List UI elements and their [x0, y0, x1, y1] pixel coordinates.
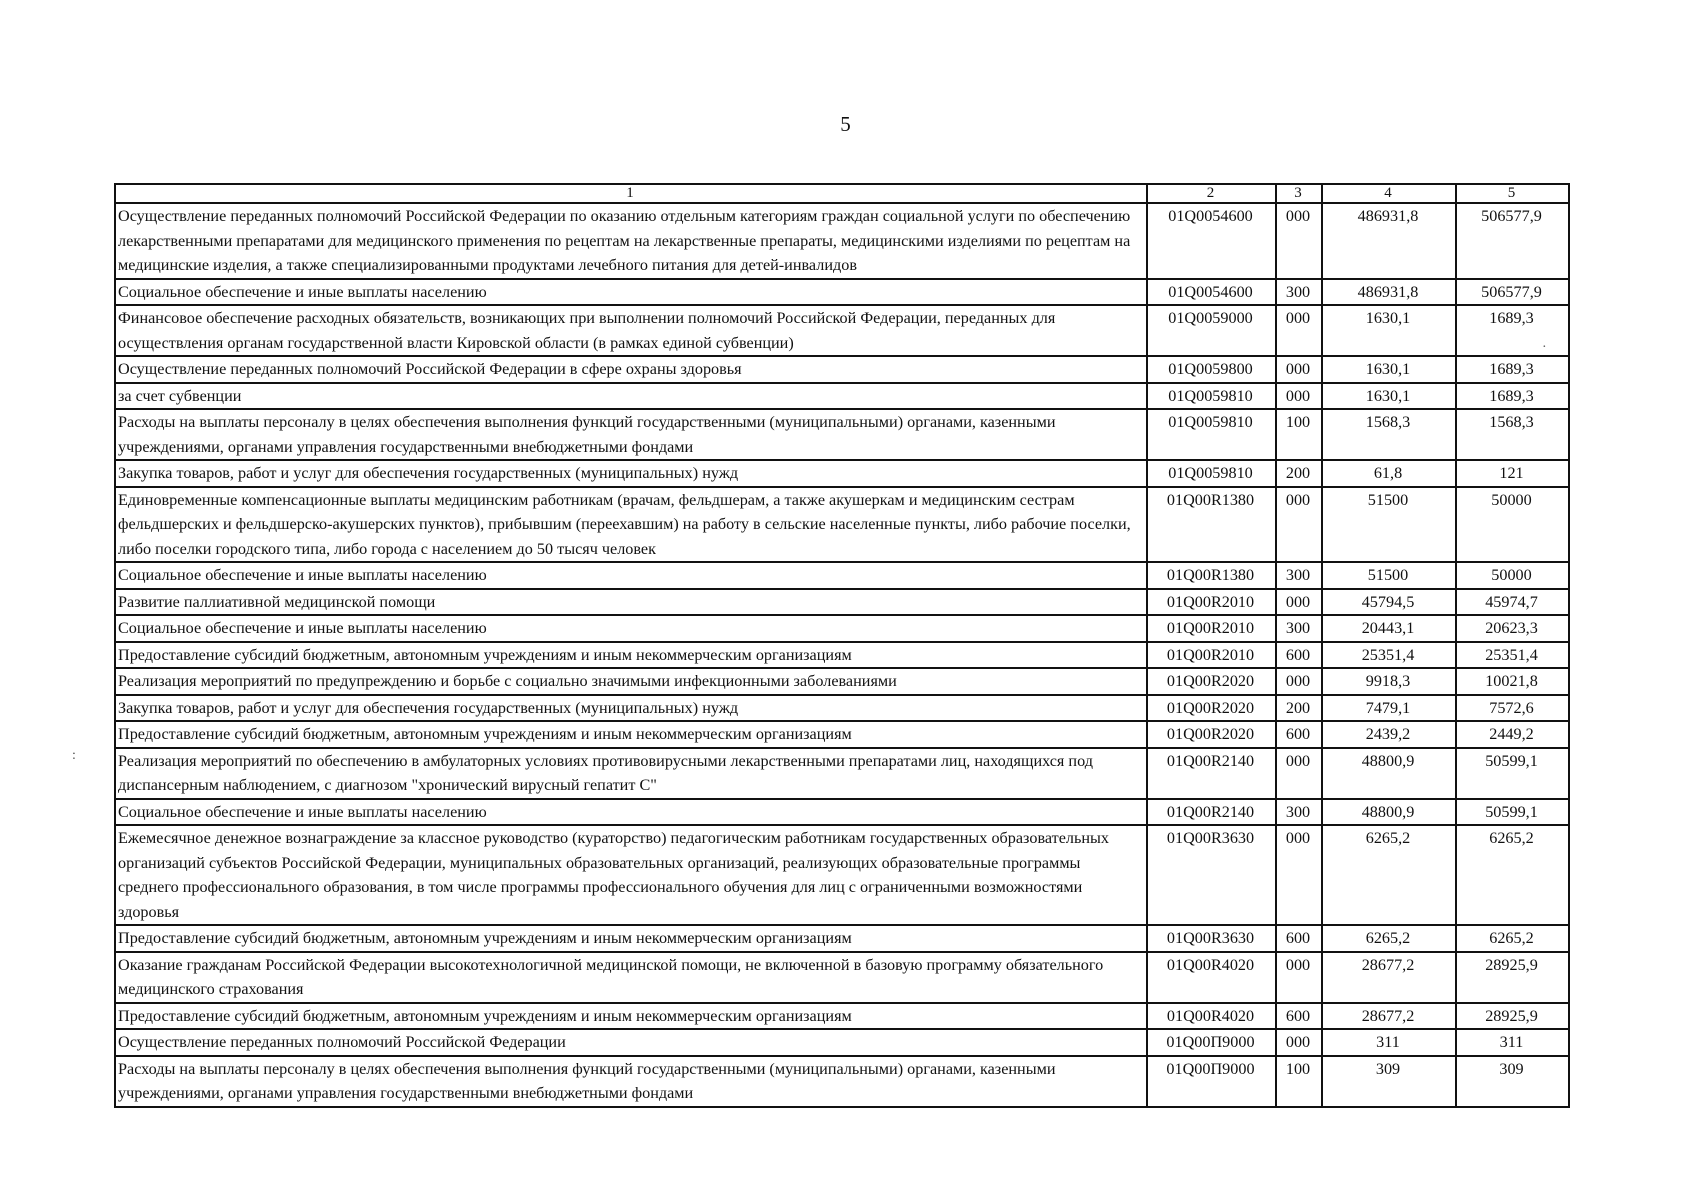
row-value-5: 1568,3	[1456, 409, 1569, 460]
row-code: 01Q00R4020	[1147, 1003, 1276, 1030]
table-row	[115, 1003, 1569, 1030]
table-row	[115, 615, 1569, 642]
row-value-5: 1689,3	[1456, 356, 1569, 383]
row-name: Финансовое обеспечение расходных обязательств, возникающих при выполнении полномочий Российской Федерации, переданных для осуществления органам государственной власти Кировской области (в рамках единой субвенции)	[115, 305, 1147, 356]
row-code: 01Q00R2020	[1147, 668, 1276, 695]
row-type: 000	[1276, 668, 1322, 695]
table-row	[115, 279, 1569, 306]
row-type: 100	[1276, 409, 1322, 460]
row-code: 01Q00R2140	[1147, 748, 1276, 799]
row-code: 01Q0059810	[1147, 409, 1276, 460]
row-value-4: 9918,3	[1322, 668, 1456, 695]
row-type: 300	[1276, 562, 1322, 589]
row-value-5: 309	[1456, 1056, 1569, 1107]
row-type: 000	[1276, 383, 1322, 410]
row-name: Ежемесячное денежное вознаграждение за классное руководство (кураторство) педагогическим работникам государственных образовательных организаций субъектов Российской Федерации, муниципальных образовательных организаций, реализующих образовательные программы среднего профессионального образования, в том числе программы профессионального обучения для лиц с ограниченными возможностями здоровья	[115, 825, 1147, 925]
budget-table	[114, 183, 1570, 1108]
row-value-5: 50000	[1456, 487, 1569, 563]
row-type: 100	[1276, 1056, 1322, 1107]
column-number: 2	[1147, 184, 1276, 203]
table-row	[115, 487, 1569, 563]
row-type: 000	[1276, 825, 1322, 925]
row-value-4: 1630,1	[1322, 305, 1456, 356]
row-value-4: 51500	[1322, 562, 1456, 589]
row-code: 01Q00R2140	[1147, 799, 1276, 826]
row-value-4: 25351,4	[1322, 642, 1456, 669]
row-value-5: 2449,2	[1456, 721, 1569, 748]
row-code: 01Q00П9000	[1147, 1029, 1276, 1056]
column-number: 4	[1322, 184, 1456, 203]
row-value-5: 121	[1456, 460, 1569, 487]
table-row	[115, 203, 1569, 279]
row-code: 01Q00R3630	[1147, 825, 1276, 925]
row-value-4: 51500	[1322, 487, 1456, 563]
column-number: 1	[115, 184, 1147, 203]
row-type: 300	[1276, 279, 1322, 306]
column-number: 3	[1276, 184, 1322, 203]
row-name: Осуществление переданных полномочий Российской Федерации по оказанию отдельным категориям граждан социальной услуги по обеспечению лекарственными препаратами для медицинского применения по рецептам на лекарственные препараты, медицинскими изделиями по рецептам на медицинские изделия, а также специализированными продуктами лечебного питания для детей-инвалидов	[115, 203, 1147, 279]
row-value-5: 50599,1	[1456, 799, 1569, 826]
row-value-5: 25351,4	[1456, 642, 1569, 669]
row-code: 01Q00R4020	[1147, 952, 1276, 1003]
row-type: 600	[1276, 642, 1322, 669]
row-value-5: 6265,2	[1456, 825, 1569, 925]
row-value-4: 28677,2	[1322, 1003, 1456, 1030]
row-value-5: 45974,7	[1456, 589, 1569, 616]
table-row	[115, 460, 1569, 487]
row-type: 200	[1276, 695, 1322, 722]
table-row	[115, 1056, 1569, 1107]
table-row	[115, 799, 1569, 826]
page-number: 5	[840, 112, 851, 136]
row-code: 01Q00R1380	[1147, 487, 1276, 563]
row-value-4: 20443,1	[1322, 615, 1456, 642]
row-value-4: 311	[1322, 1029, 1456, 1056]
row-name: Осуществление переданных полномочий Российской Федерации в сфере охраны здоровья	[115, 356, 1147, 383]
row-name: Предоставление субсидий бюджетным, автономным учреждениям и иным некоммерческим организациям	[115, 721, 1147, 748]
row-code: 01Q00R2020	[1147, 721, 1276, 748]
row-name: за счет субвенции	[115, 383, 1147, 410]
row-value-4: 61,8	[1322, 460, 1456, 487]
row-value-4: 48800,9	[1322, 748, 1456, 799]
row-name: Социальное обеспечение и иные выплаты населению	[115, 799, 1147, 826]
row-type: 600	[1276, 1003, 1322, 1030]
row-code: 01Q0059800	[1147, 356, 1276, 383]
scan-speck: ·	[1542, 340, 1547, 355]
row-name: Социальное обеспечение и иные выплаты населению	[115, 562, 1147, 589]
row-value-5: 506577,9	[1456, 279, 1569, 306]
column-number-row	[115, 184, 1569, 203]
row-value-5: 10021,8	[1456, 668, 1569, 695]
row-name: Расходы на выплаты персоналу в целях обеспечения выполнения функций государственными (муниципальными) органами, казенными учреждениями, органами управления государственными внебюджетными фондами	[115, 1056, 1147, 1107]
row-type: 300	[1276, 615, 1322, 642]
row-value-5: 1689,3	[1456, 383, 1569, 410]
row-value-5: 50000	[1456, 562, 1569, 589]
row-value-5: 506577,9	[1456, 203, 1569, 279]
row-type: 000	[1276, 356, 1322, 383]
row-type: 000	[1276, 487, 1322, 563]
row-value-5: 311	[1456, 1029, 1569, 1056]
row-code: 01Q00П9000	[1147, 1056, 1276, 1107]
row-value-4: 486931,8	[1322, 279, 1456, 306]
row-name: Социальное обеспечение и иные выплаты населению	[115, 615, 1147, 642]
row-code: 01Q00R2020	[1147, 695, 1276, 722]
row-value-4: 309	[1322, 1056, 1456, 1107]
row-value-4: 7479,1	[1322, 695, 1456, 722]
table-row	[115, 748, 1569, 799]
row-type: 000	[1276, 589, 1322, 616]
row-value-5: 1689,3	[1456, 305, 1569, 356]
row-value-5: 7572,6	[1456, 695, 1569, 722]
row-name: Предоставление субсидий бюджетным, автономным учреждениям и иным некоммерческим организациям	[115, 642, 1147, 669]
table-row	[115, 562, 1569, 589]
row-code: 01Q00R2010	[1147, 589, 1276, 616]
row-value-4: 6265,2	[1322, 925, 1456, 952]
row-name: Закупка товаров, работ и услуг для обеспечения государственных (муниципальных) нужд	[115, 460, 1147, 487]
row-value-4: 28677,2	[1322, 952, 1456, 1003]
table-row	[115, 721, 1569, 748]
table-row	[115, 1029, 1569, 1056]
row-name: Закупка товаров, работ и услуг для обеспечения государственных (муниципальных) нужд	[115, 695, 1147, 722]
row-type: 000	[1276, 203, 1322, 279]
row-value-4: 486931,8	[1322, 203, 1456, 279]
budget-table-body	[115, 203, 1569, 1107]
row-name: Осуществление переданных полномочий Российской Федерации	[115, 1029, 1147, 1056]
row-code: 01Q00R3630	[1147, 925, 1276, 952]
row-type: 000	[1276, 748, 1322, 799]
table-row	[115, 925, 1569, 952]
row-code: 01Q00R1380	[1147, 562, 1276, 589]
table-row	[115, 825, 1569, 925]
row-name: Предоставление субсидий бюджетным, автономным учреждениям и иным некоммерческим организациям	[115, 925, 1147, 952]
row-value-5: 20623,3	[1456, 615, 1569, 642]
row-code: 01Q0054600	[1147, 203, 1276, 279]
row-type: 600	[1276, 925, 1322, 952]
row-value-4: 1630,1	[1322, 383, 1456, 410]
table-row	[115, 356, 1569, 383]
row-name: Единовременные компенсационные выплаты медицинским работникам (врачам, фельдшерам, а также акушеркам и медицинским сестрам фельдшерских и фельдшерско-акушерских пунктов), прибывшим (переехавшим) на работу в сельские населенные пункты, либо рабочие поселки, либо поселки городского типа, либо города с населением до 50 тысяч человек	[115, 487, 1147, 563]
row-value-4: 48800,9	[1322, 799, 1456, 826]
row-code: 01Q00R2010	[1147, 615, 1276, 642]
row-code: 01Q00R2010	[1147, 642, 1276, 669]
table-row	[115, 305, 1569, 356]
row-name: Предоставление субсидий бюджетным, автономным учреждениям и иным некоммерческим организациям	[115, 1003, 1147, 1030]
row-name: Реализация мероприятий по предупреждению и борьбе с социально значимыми инфекционными заболеваниями	[115, 668, 1147, 695]
table-row	[115, 589, 1569, 616]
row-code: 01Q0059810	[1147, 383, 1276, 410]
row-value-5: 28925,9	[1456, 1003, 1569, 1030]
row-value-4: 1568,3	[1322, 409, 1456, 460]
row-value-5: 6265,2	[1456, 925, 1569, 952]
row-name: Расходы на выплаты персоналу в целях обеспечения выполнения функций государственными (муниципальными) органами, казенными учреждениями, органами управления государственными внебюджетными фондами	[115, 409, 1147, 460]
row-type: 000	[1276, 305, 1322, 356]
row-code: 01Q0059000	[1147, 305, 1276, 356]
table-row	[115, 409, 1569, 460]
table-row	[115, 695, 1569, 722]
row-name: Реализация мероприятий по обеспечению в амбулаторных условиях противовирусными лекарственными препаратами лиц, находящихся под диспансерным наблюдением, с диагнозом "хронический вирусный гепатит С"	[115, 748, 1147, 799]
row-name: Оказание гражданам Российской Федерации высокотехнологичной медицинской помощи, не включенной в базовую программу обязательного медицинского страхования	[115, 952, 1147, 1003]
row-type: 600	[1276, 721, 1322, 748]
row-type: 000	[1276, 1029, 1322, 1056]
row-name: Развитие паллиативной медицинской помощи	[115, 589, 1147, 616]
row-code: 01Q0059810	[1147, 460, 1276, 487]
row-value-4: 45794,5	[1322, 589, 1456, 616]
row-type: 200	[1276, 460, 1322, 487]
row-type: 300	[1276, 799, 1322, 826]
table-row	[115, 952, 1569, 1003]
table-row	[115, 642, 1569, 669]
row-value-4: 1630,1	[1322, 356, 1456, 383]
column-number: 5	[1456, 184, 1569, 203]
row-type: 000	[1276, 952, 1322, 1003]
row-code: 01Q0054600	[1147, 279, 1276, 306]
row-value-4: 2439,2	[1322, 721, 1456, 748]
row-value-5: 28925,9	[1456, 952, 1569, 1003]
row-value-5: 50599,1	[1456, 748, 1569, 799]
row-name: Социальное обеспечение и иные выплаты населению	[115, 279, 1147, 306]
table-row	[115, 383, 1569, 410]
table-row	[115, 668, 1569, 695]
row-value-4: 6265,2	[1322, 825, 1456, 925]
scan-speck: :	[72, 748, 76, 763]
